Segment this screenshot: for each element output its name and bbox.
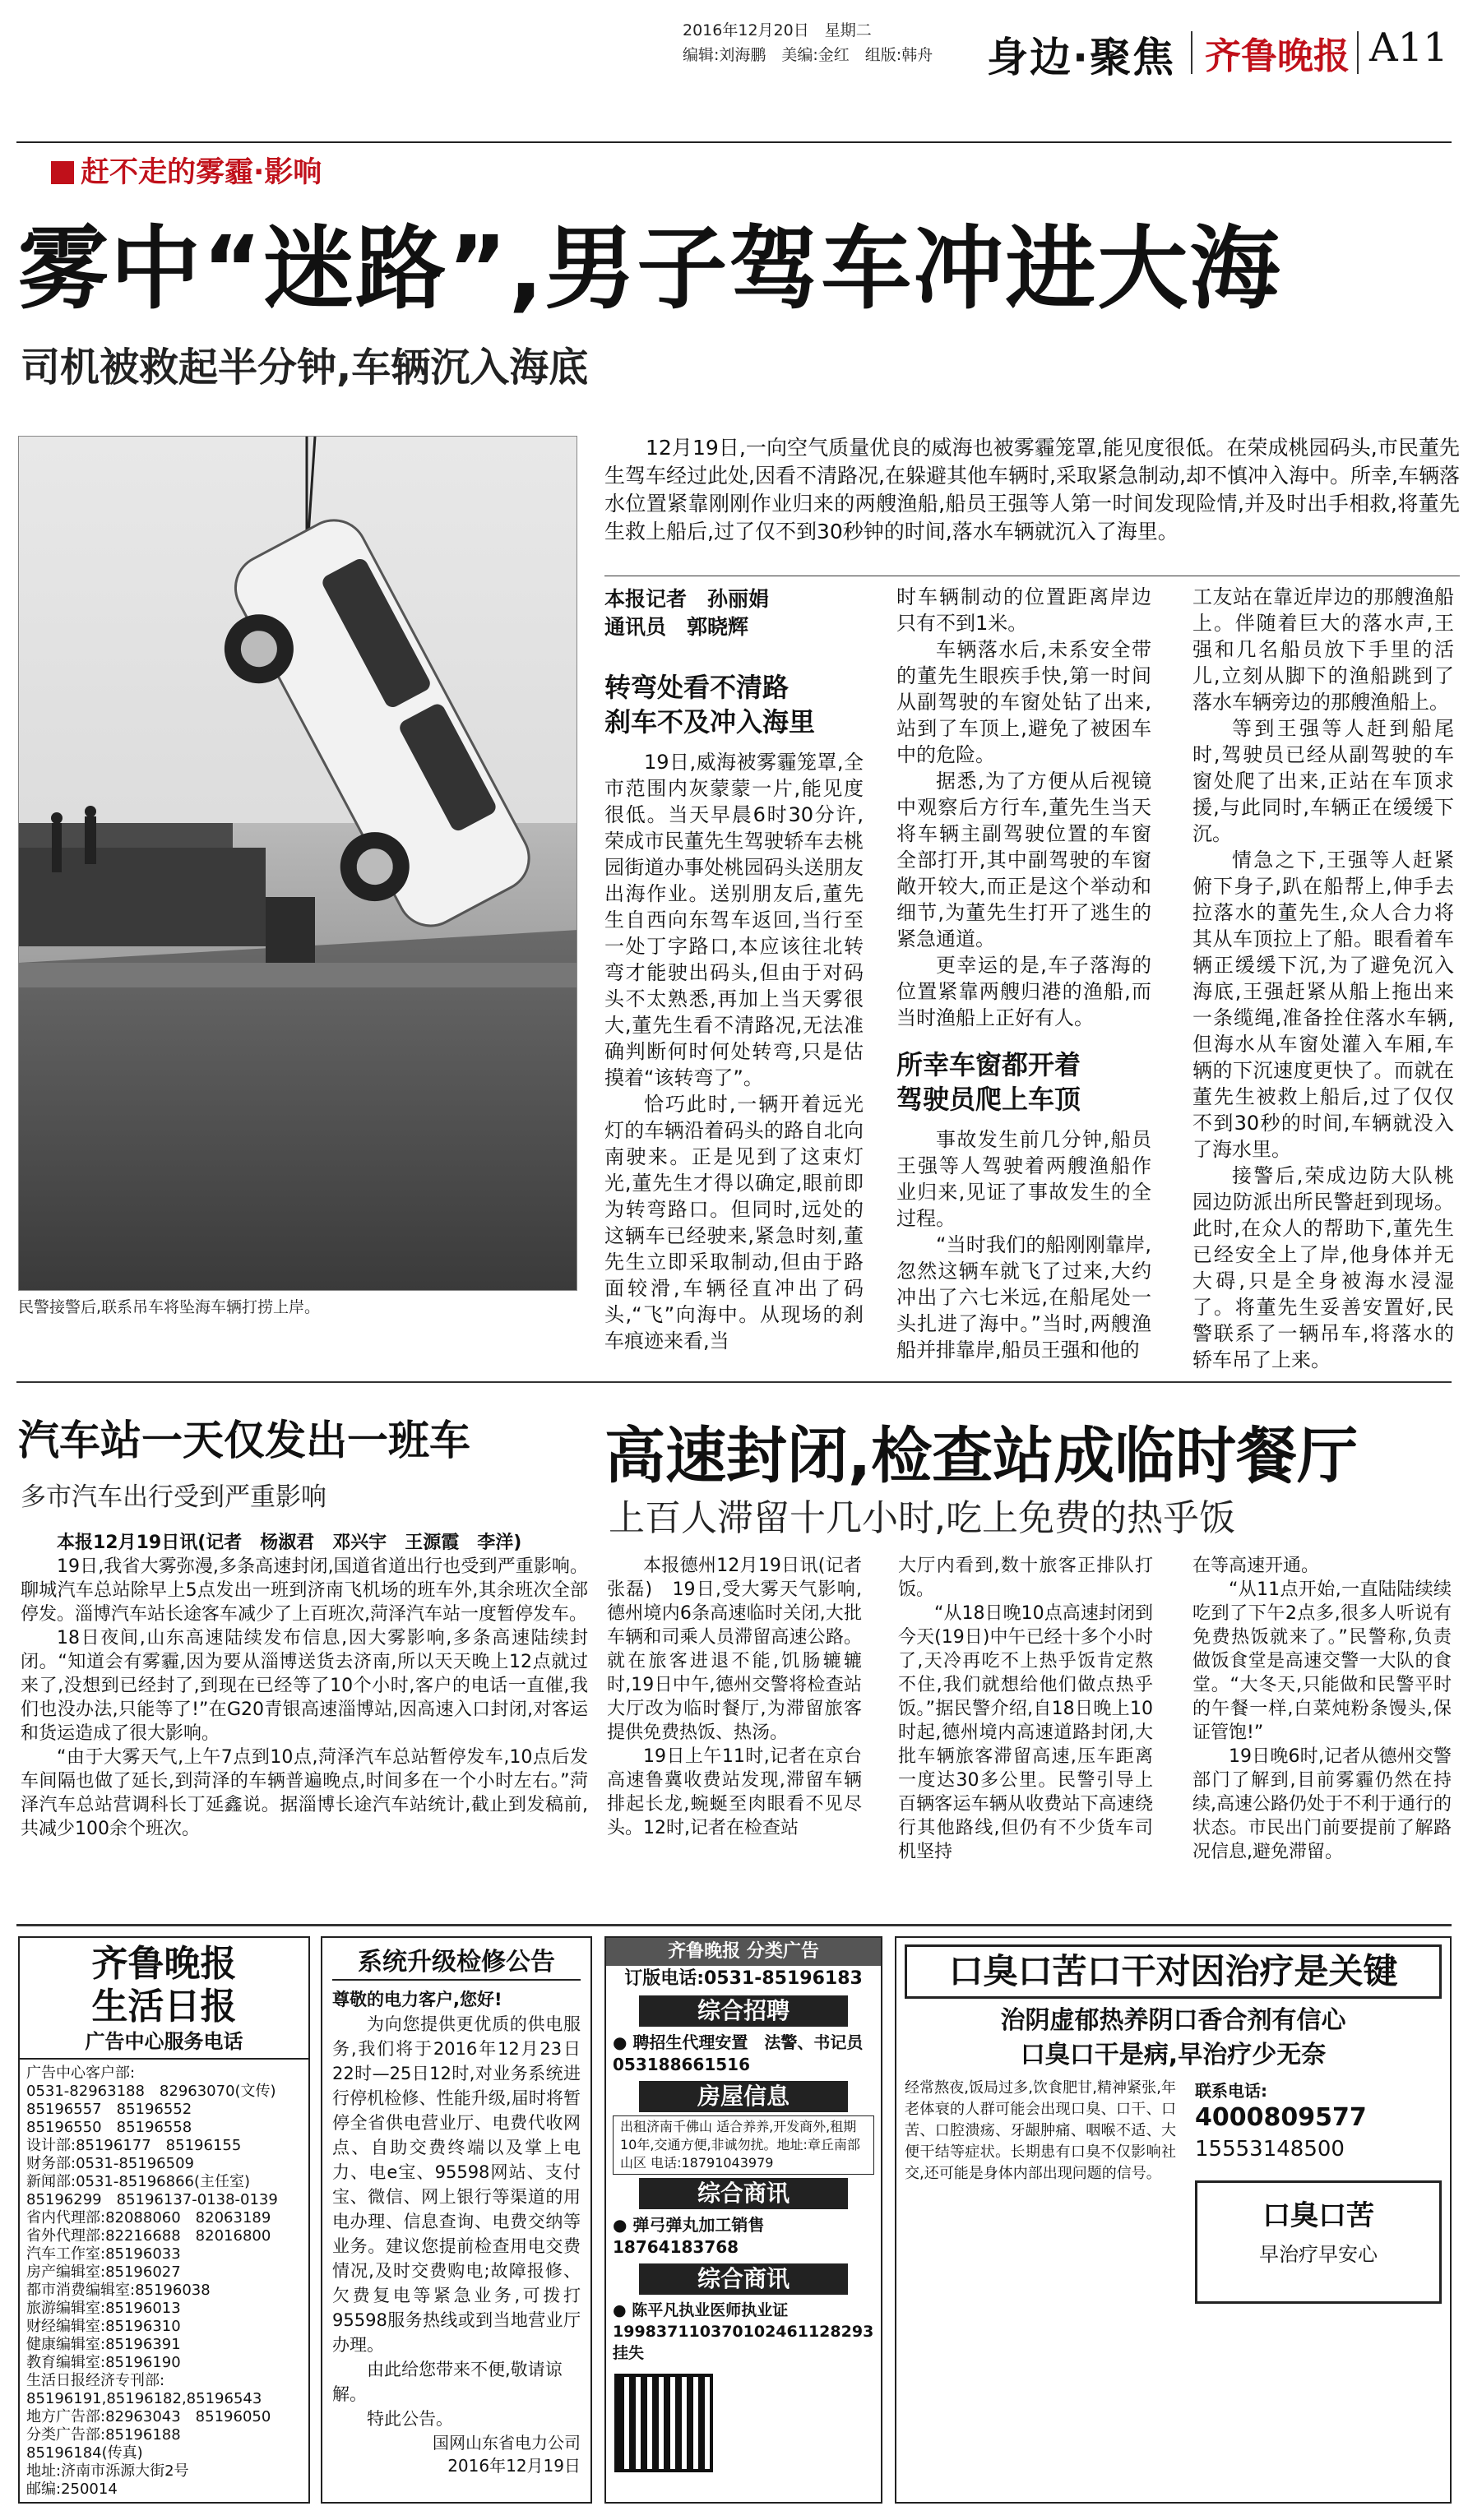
story1-column-3	[1192, 584, 1454, 1373]
paragraph: “由于大雾天气,上午7点到10点,菏泽汽车总站暂停发车,10点后发车间隔也做了延长,到菏泽的车辆普遍晚点,时间多在一个小时左右。”菏泽汽车总站营调科长丁延鑫说。据淄博长途汽车站统计,截止到发稿前,共减少100余个班次。	[21, 1747, 588, 1839]
ad1-line: 教育编辑室:85196190	[26, 2354, 181, 2371]
ad1-line: 房产编辑室:85196027	[26, 2263, 181, 2281]
paragraph: 19日,我省大雾弥漫,多条高速封闭,国道省道出行也受到严重影响。聊城汽车总站除早上5点发出一班到济南飞机场的班车外,其余班次全部停发。淄博汽车站长途客车减少了上百班次,菏泽汽车站一度暂停发车。	[21, 1556, 588, 1625]
paragraph: “从18日晚10点高速封闭到今天(19日)中午已经十多个小时了,天冷再吃不上热乎饭肯定熬不住,我们就想给他们做点热乎饭。”据民警介绍,自18日晚上10时起,德州境内高速道路封闭,大批车辆旅客滞留高速,压车距离一度达30多公里。民警引导上百辆客运车辆从收费站下高速绕行其他路线,但仍有不少货车司机坚持	[898, 1603, 1153, 1862]
health-sub1: 治阴虚郁热养阴口香合剂有信心	[1000, 2006, 1346, 2035]
classifieds-item: ● 弹弓弹丸加工销售 18764183768	[613, 2215, 781, 2257]
story3-column-2	[898, 1554, 1153, 1864]
ad1-line: 85196550 85196558	[26, 2119, 192, 2136]
issue-date: 2016年12月20日 星期二	[683, 21, 872, 39]
notice-body: 为向您提供更优质的供电服务,我们将于2016年12月23日22时—25日12时,对业务系统进行停机检修、性能升级,届时将暂停全省供电营业厅、电费代收网点、自助交费终端以及掌上电力、电e宝、95598网站、支付宝、微信、网上银行等渠道的用电办理、信息查询、电费交纳等业务。建议您提前检查用电交费情况,及时交费购电;故障报修、欠费复电等紧急业务,可拨打95598服务热线或到当地营业厅办理。	[332, 2014, 581, 2355]
paragraph: 19日,威海被雾霾笼罩,全市范围内灰蒙蒙一片,能见度很低。当天早晨6时30分许,荣成市民董先生驾驶轿车去桃园街道办事处桃园码头送朋友出海作业。送别朋友后,董先生自西向东驾车返回,当行至一处丁字路口,本应该往北转弯才能驶出码头,但由于对码头不太熟悉,再加上当天雾很大,董先生看不清路况,无法准确判断何时何处转弯,只是估摸着“该转弯了”。	[604, 751, 864, 1089]
ad1-line: 省内代理部:82088060 82063189	[26, 2209, 271, 2226]
ad1-line: 85196557 85196552	[26, 2101, 192, 2118]
ad1-subtitle: 广告中心服务电话	[20, 2028, 308, 2060]
ad1-line: 85196299 85196137-0138-0139	[26, 2191, 278, 2208]
ad1-line: 财务部:0531-85196509	[26, 2155, 194, 2172]
ad-service-phones	[18, 1936, 310, 2504]
classifieds-section: 房屋信息	[639, 2081, 848, 2112]
page-number: A11	[1369, 25, 1448, 71]
classifieds-item: ● 陈平凡执业医师执业证199837110370102461128293挂失	[613, 2301, 874, 2362]
section-kicker	[51, 150, 322, 191]
kicker-square-icon	[51, 161, 74, 184]
photo-caption: 民警接警后,联系吊车将坠海车辆打捞上岸。	[18, 1298, 321, 1316]
product-box	[1195, 2180, 1442, 2304]
health-contact	[1195, 2078, 1442, 2304]
story2-headline: 汽车站一天仅发出一班车	[18, 1417, 470, 1464]
classifieds-section: 综合招聘	[639, 1995, 848, 2027]
notice-date: 2016年12月19日	[447, 2456, 581, 2476]
story2-byline: 本报12月19日讯(记者 杨淑君 邓兴宇 王源霞 李洋)	[57, 1533, 522, 1553]
brand-logo: 齐鲁晚报	[1205, 35, 1350, 77]
paragraph: 18日夜间,山东高速陆续发布信息,因大雾影响,多条高速陆续封闭。“知道会有雾霾,因为要从淄博送货去济南,所以天天晚上12点就过来了,没想到已经封了,到现在已经等了10个小时,客户的电话一直催,我们也没办法,只能等了!”在G20青银高速淄博站,因高速入口封闭,对客运和货运造成了很大影响。	[21, 1628, 588, 1744]
ad1-line: 邮编:250014	[26, 2481, 118, 2498]
paragraph: 据悉,为了方便从后视镜中观察后方行车,董先生当天将车辆主副驾驶位置的车窗全部打开,其中副驾驶的车窗敞开较大,而正是这个举动和细节,为董先生打开了逃生的紧急通道。	[896, 770, 1151, 950]
ad1-line: 85196191,85196182,85196543	[26, 2390, 262, 2407]
paragraph: 在等高速开通。	[1192, 1556, 1320, 1576]
correspondent: 通讯员 郭晓辉	[604, 615, 749, 639]
ad-classifieds	[604, 1936, 882, 2504]
ads-divider	[16, 1924, 1452, 1926]
ad1-line: 汽车工作室:85196033	[26, 2245, 181, 2263]
story2-subhead: 多市汽车出行受到严重影响	[21, 1482, 326, 1512]
reporter: 本报记者 孙丽娟	[604, 587, 770, 611]
health-title: 口臭口苦口干对因治疗是关键	[905, 1944, 1442, 1999]
product-tagline: 早治疗早安心	[1259, 2243, 1378, 2266]
paragraph: 情急之下,王强等人赶紧俯下身子,趴在船帮上,伸手去拉落水的董先生,众人合力将其从车顶拉上了船。眼看着车辆正缓缓下沉,为了避免沉入海底,王强赶紧从船上拖出来一条缆绳,准备拴住落水车辆,但海水从车窗处灌入车厢,车辆的下沉速度更快了。而就在董先生被救上船后,过了仅仅不到30秒的时间,车辆就没入了海水里。	[1192, 848, 1454, 1161]
classifieds-masthead: 齐鲁晚报 分类广告	[606, 1938, 881, 1966]
ad1-line: 财经编辑室:85196310	[26, 2318, 181, 2335]
paragraph: 19日晚6时,记者从德州交警部门了解到,目前雾霾仍然在持续,高速公路仍处于不利于通行的状态。市民出门前要提前了解路况信息,避免滞留。	[1192, 1746, 1452, 1862]
top-rule	[16, 141, 1452, 143]
story-lead: 12月19日,一向空气质量优良的威海也被雾霾笼罩,能见度很低。在荣成桃园码头,市民董先生驾车经过此处,因看不清路况,在躲避其他车辆时,采取紧急制动,却不慎冲入海中。所幸,车辆落水位置紧靠刚刚作业归来的两艘渔船,船员王强等人第一时间发现险情,并及时出手相救,将董先生救上船后,过了仅不到30秒钟的时间,落水车辆就沉入了海里。	[604, 436, 1460, 543]
story3-column-3	[1192, 1554, 1452, 1864]
paragraph: 工友站在靠近岸边的那艘渔船上。伴随着巨大的落水声,王强和几名船员放下手里的活儿,立刻从脚下的渔船跳到了落水车辆旁边的那艘渔船上。	[1192, 585, 1454, 714]
news-photo	[18, 436, 577, 1291]
ad1-line: 都市消费编辑室:85196038	[26, 2282, 211, 2299]
header-divider	[1191, 31, 1192, 74]
paragraph: “当时我们的船刚刚靠岸,忽然这辆车就飞了过来,大约冲出了六七米远,在船尾处一头扎进了海中。”当时,两艘渔船并排靠岸,船员王强和他的	[896, 1233, 1151, 1362]
hotline-label: 联系电话:	[1195, 2081, 1267, 2101]
classifieds-item: 出租济南千佛山 适合养养,开发商外,租期10年,交通方便,非诚勿扰。地址:章丘南部山区 电话:18791043979	[613, 2115, 874, 2175]
story1-column-1	[604, 670, 864, 1354]
column-text	[1192, 584, 1454, 1373]
paragraph: 本报德州12月19日讯(记者 张磊) 19日,受大雾天气影响,德州境内6条高速临时关闭,大批车辆和司乘人员滞留高速公路。就在旅客进退不能,饥肠辘辘时,19日中午,德州交警将检查站大厅改为临时餐厅,为滞留旅客提供免费热饭、热汤。	[607, 1556, 881, 1743]
ad-maintenance-notice	[321, 1936, 592, 2504]
hotline-mobile: 15553148500	[1195, 2137, 1345, 2162]
story3-column-1	[607, 1554, 881, 1840]
column-text	[896, 1126, 1151, 1363]
column-text	[604, 749, 864, 1354]
notice-closing: 特此公告。	[367, 2409, 453, 2429]
ad1-line: 广告中心客户部:	[26, 2065, 136, 2082]
story3-headline: 高速封闭,检查站成临时餐厅	[604, 1421, 1359, 1491]
main-headline: 雾中“迷路”,男子驾车冲进大海	[18, 216, 1282, 321]
health-body: 经常熬夜,饭局过多,饮食肥甘,精神紧张,年老体衰的人群可能会出现口臭、口干、口苦、口腔溃疡、牙龈肿痛、咽喉不适、大便干结等症状。长期患有口臭不仅影响社交,还可能是身体内部出现问题的信号。	[905, 2079, 1176, 2182]
ad1-line: 设计部:85196177 85196155	[26, 2137, 242, 2154]
paragraph: 时车辆制动的位置距离岸边只有不到1米。	[896, 585, 1151, 635]
hotline-number: 4000809577	[1195, 2103, 1367, 2132]
ad1-phone-list	[20, 2060, 308, 2504]
ad1-line: 地址:济南市泺源大街2号	[26, 2462, 189, 2480]
paragraph: 事故发生前几分钟,船员王强等人驾驶着两艘渔船作业归来,见证了事故发生的全过程。	[896, 1128, 1151, 1230]
paragraph: “从11点开始,一直陆陆续续吃到了下午2点多,很多人听说有免费热饭就来了。”民警称,负责做饭食堂是高速交警一大队的食堂。“大冬天,只能做和民警平时的午餐一样,白菜炖粉条馒头,保证管饱!”	[1192, 1579, 1452, 1743]
health-sub2: 口臭口干是病,早治疗少无奈	[1020, 2041, 1327, 2069]
product-name: 口臭口苦	[1262, 2199, 1374, 2232]
classifieds-section: 综合商讯	[639, 2263, 848, 2295]
ad1-line: 生活日报经济专刊部:	[26, 2372, 165, 2389]
paragraph: 等到王强等人赶到船尾时,驾驶员已经从副驾驶的车窗处爬了出来,正站在车顶求援,与此同时,车辆正在缓缓下沉。	[1192, 717, 1454, 845]
byline	[604, 585, 769, 641]
editors-line: 编辑:刘海鹏 美编:金红 组版:韩舟	[683, 46, 933, 64]
crosshead: 转弯处看不清路 刹车不及冲入海里	[604, 672, 816, 738]
ad1-line: 旅游编辑室:85196013	[26, 2300, 181, 2317]
ad-health	[895, 1936, 1452, 2504]
paragraph: 接警后,荣成边防大队桃园边防派出所民警赶到现场。此时,在众人的帮助下,董先生已经安全上了岸,他身体并无大碍,只是全身被海水浸湿了。将董先生妥善安置好,民警联系了一辆吊车,将落水的轿车吊了上来。	[1192, 1164, 1454, 1371]
paragraph: 车辆落水后,未系安全带的董先生眼疾手快,第一时间从副驾驶的车窗处钻了出来,站到了车顶上,避免了被困车中的危险。	[896, 638, 1151, 766]
header-divider	[1357, 31, 1359, 74]
ad1-line: 新闻部:0531-85196866(主任室)	[26, 2173, 251, 2190]
classifieds-section: 综合商讯	[639, 2178, 848, 2209]
paragraph: 19日上午11时,记者在京台高速鲁冀收费站发现,滞留车辆排起长龙,蜿蜒至肉眼看不见尽头。12时,记者在检查站	[607, 1746, 862, 1838]
paragraph: 大厅内看到,数十旅客正排队打饭。	[898, 1556, 1153, 1600]
story3-subhead: 上百人滞留十几小时,吃上免费的热乎饭	[609, 1497, 1235, 1539]
ad1-title: 齐鲁晚报	[91, 1943, 237, 1985]
ad1-line: 85196184(传真)	[26, 2444, 143, 2462]
paragraph: 恰巧此时,一辆开着远光灯的车辆沿着码头的路自北向南驶来。正是见到了这束灯光,董先生才得以确定,眼前即为转弯路口。但同时,远处的这辆车已经驶来,紧急时刻,董先生立即采取制动,但由于路面较滑,车辆径直冲出了码头,“飞”向海中。从现场的刹车痕迹来看,当	[604, 1093, 864, 1352]
notice-title: 系统升级检修公告	[332, 1946, 581, 1981]
classifieds-phone: 订版电话:0531-85196183	[624, 1968, 863, 1989]
ad1-title: 生活日报	[91, 1986, 237, 2028]
notice-signer: 国网山东省电力公司	[433, 2433, 581, 2453]
header-meta	[683, 18, 947, 67]
ad1-line: 地方广告部:82963043 85196050	[26, 2408, 271, 2425]
qr-code-icon	[614, 2374, 713, 2472]
ad1-line: 分类广告部:85196188	[26, 2426, 181, 2444]
section-divider	[16, 1381, 1452, 1383]
column-text	[896, 584, 1151, 1031]
story2-body	[21, 1531, 588, 1841]
notice-greeting: 尊敬的电力客户,您好!	[332, 1990, 502, 2009]
story1-column-2	[896, 584, 1151, 1363]
crosshead: 所幸车窗都开着 驾驶员爬上车顶	[896, 1049, 1081, 1115]
classifieds-item: ● 聘招生代理安置 法警、书记员053188661516	[613, 2032, 864, 2074]
kicker-text: 赶不走的雾霾·影响	[81, 156, 322, 189]
paragraph: 更幸运的是,车子落海的位置紧靠两艘归港的渔船,而当时渔船上正好有人。	[896, 954, 1151, 1029]
ad1-line: 健康编辑室:85196391	[26, 2336, 181, 2353]
car-crane-photo	[19, 437, 577, 1291]
ad1-line: 0531-82963188 82963070(文传)	[26, 2083, 276, 2100]
main-subhead: 司机被救起半分钟,车辆沉入海底	[21, 344, 589, 391]
notice-thanks: 由此给您带来不便,敬请谅解。	[332, 2360, 563, 2404]
ad1-line: 省外代理部:82216688 82016800	[26, 2227, 271, 2245]
section-title: 身边·聚焦	[987, 34, 1175, 81]
